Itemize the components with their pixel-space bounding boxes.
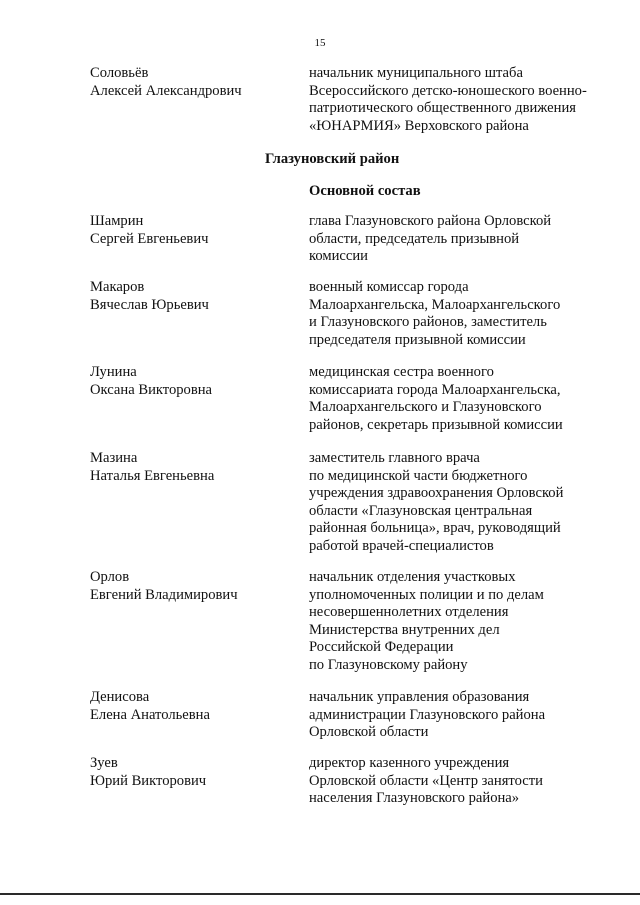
position-line: комиссии bbox=[309, 248, 368, 265]
position-line: Орловской области bbox=[309, 724, 429, 741]
member-given-names: Сергей Евгеньевич bbox=[90, 230, 209, 247]
member-position bbox=[309, 279, 599, 349]
member-position bbox=[309, 364, 599, 434]
position-line: районная больница», врач, руководящий bbox=[309, 520, 561, 537]
member-position bbox=[309, 689, 599, 742]
position-line: медицинская сестра военного bbox=[309, 364, 494, 380]
member-name bbox=[90, 65, 300, 100]
position-line: области «Глазуновская центральная bbox=[309, 502, 533, 519]
position-line: Малоархангельска, Малоархангельского bbox=[309, 296, 561, 313]
position-line: начальник муниципального штаба bbox=[309, 65, 523, 81]
member-name bbox=[90, 689, 300, 724]
position-line: директор казенного учреждения bbox=[309, 755, 510, 771]
member-position bbox=[309, 569, 599, 675]
member-surname: Соловьёв bbox=[90, 65, 149, 81]
position-line: начальник управления образования bbox=[309, 689, 530, 705]
position-line: районов, секретарь призывной комиссии bbox=[309, 416, 563, 433]
member-surname: Орлов bbox=[90, 569, 130, 585]
position-line: глава Глазуновского района Орловской bbox=[309, 213, 552, 229]
position-line: заместитель главного врача bbox=[309, 450, 480, 466]
member-surname: Зуев bbox=[90, 755, 118, 771]
position-line: патриотического общественного движения bbox=[309, 100, 576, 117]
page-bottom-edge bbox=[0, 893, 640, 895]
member-given-names: Евгений Владимирович bbox=[90, 586, 238, 603]
position-line: «ЮНАРМИЯ» Верховского района bbox=[309, 117, 529, 134]
member-surname: Лунина bbox=[90, 364, 137, 380]
position-line: Министерства внутренних дел bbox=[309, 621, 500, 638]
member-name bbox=[90, 279, 300, 314]
position-line: по Глазуновскому району bbox=[309, 656, 468, 673]
position-line: Всероссийского детско-юношеского военно- bbox=[309, 82, 587, 99]
position-line: и Глазуновского районов, заместитель bbox=[309, 314, 547, 331]
member-given-names: Елена Анатольевна bbox=[90, 706, 210, 723]
member-given-names: Вячеслав Юрьевич bbox=[90, 296, 209, 313]
member-position bbox=[309, 65, 599, 135]
position-line: по медицинской части бюджетного bbox=[309, 467, 528, 484]
position-line: учреждения здравоохранения Орловской bbox=[309, 485, 564, 502]
page-number: 15 bbox=[314, 37, 326, 49]
member-given-names: Алексей Александрович bbox=[90, 82, 242, 99]
member-name bbox=[90, 569, 300, 604]
member-surname: Денисова bbox=[90, 689, 150, 705]
position-line: Орловской области «Центр занятости bbox=[309, 772, 543, 789]
member-name bbox=[90, 755, 300, 790]
member-surname: Шамрин bbox=[90, 213, 144, 229]
member-surname: Мазина bbox=[90, 450, 138, 466]
member-given-names: Юрий Викторович bbox=[90, 772, 207, 789]
member-position bbox=[309, 213, 599, 266]
position-line: уполномоченных полиции и по делам bbox=[309, 586, 544, 603]
position-line: администрации Глазуновского района bbox=[309, 706, 546, 723]
member-given-names: Оксана Викторовна bbox=[90, 381, 213, 398]
member-position bbox=[309, 450, 599, 556]
position-line: начальник отделения участковых bbox=[309, 569, 516, 585]
position-line: военный комиссар города bbox=[309, 279, 469, 295]
position-line: несовершеннолетних отделения bbox=[309, 604, 509, 621]
position-line: Российской Федерации bbox=[309, 639, 454, 656]
member-given-names: Наталья Евгеньевна bbox=[90, 467, 215, 484]
member-position bbox=[309, 755, 599, 808]
position-line: населения Глазуновского района» bbox=[309, 790, 520, 807]
position-line: Малоархангельского и Глазуновского bbox=[309, 399, 542, 416]
district-heading: Глазуновский район bbox=[265, 151, 400, 167]
member-surname: Макаров bbox=[90, 279, 145, 295]
position-line: работой врачей-специалистов bbox=[309, 537, 494, 554]
position-line: председателя призывной комиссии bbox=[309, 331, 526, 348]
position-line: области, председатель призывной bbox=[309, 230, 520, 247]
member-name bbox=[90, 364, 300, 399]
member-name bbox=[90, 213, 300, 248]
position-line: комиссариата города Малоархангельска, bbox=[309, 381, 561, 398]
member-name bbox=[90, 450, 300, 485]
section-subheading: Основной состав bbox=[309, 183, 421, 199]
